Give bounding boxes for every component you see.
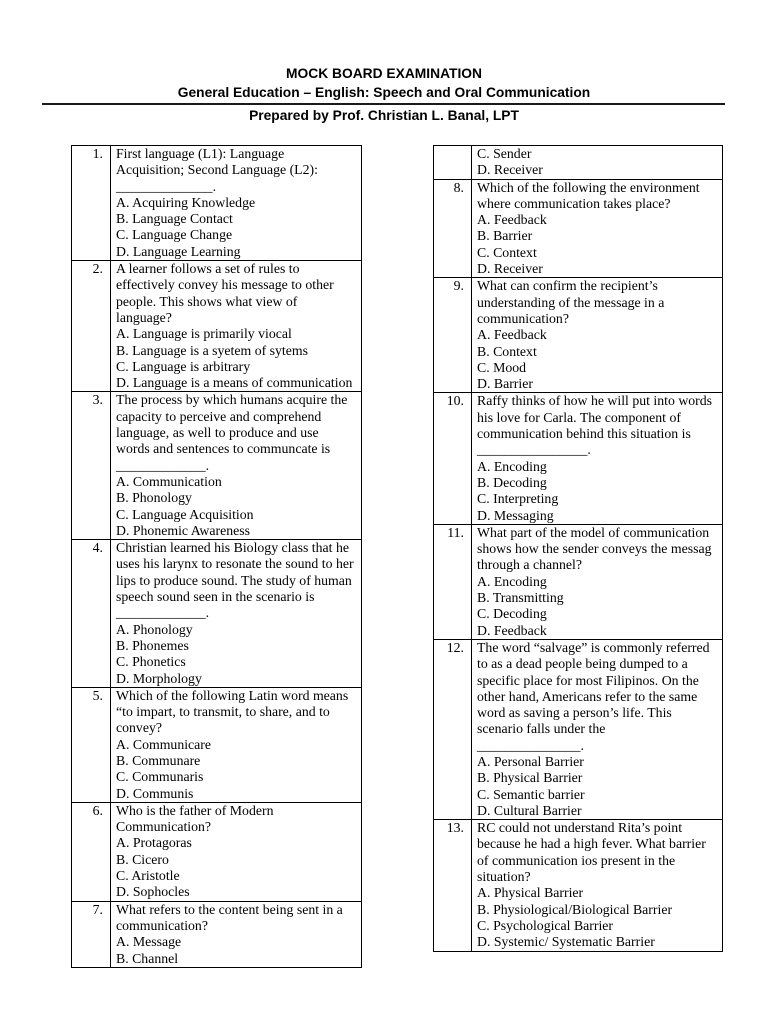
question-text-line: The process by which humans acquire the <box>116 392 348 408</box>
answer-option: B. Context <box>477 343 537 359</box>
answer-option: B. Phonology <box>116 490 192 506</box>
answer-option: B. Decoding <box>477 474 547 490</box>
question-content <box>472 525 722 639</box>
question-number <box>434 146 472 179</box>
question-row <box>72 687 361 802</box>
header-divider <box>42 103 725 105</box>
prepared-by: Prepared by Prof. Christian L. Banal, LPT <box>249 108 519 123</box>
question-text-line: people. This shows what view of <box>116 293 298 309</box>
question-number: 12. <box>434 640 472 819</box>
answer-option: A. Physical Barrier <box>477 885 584 901</box>
question-content <box>472 393 722 523</box>
question-number: 8. <box>434 180 472 278</box>
question-row <box>434 524 722 639</box>
question-text-line: Which of the following the environment <box>477 179 700 195</box>
answer-option: B. Channel <box>116 950 179 966</box>
answer-option: A. Communicare <box>116 736 212 752</box>
question-row <box>434 392 722 523</box>
answer-option: C. Psychological Barrier <box>477 917 614 933</box>
question-text-line: Raffy thinks of how he will put into words <box>477 393 713 409</box>
question-text-line: speech sound seen in the scenario is <box>116 589 315 605</box>
question-text-line: uses his larynx to resonate the sound to her <box>116 556 354 572</box>
answer-option: A. Language is primarily viocal <box>116 326 292 342</box>
question-text-line: specific place for most Filipinos. On the <box>477 672 699 688</box>
question-row <box>72 260 361 391</box>
answer-option: B. Transmitting <box>477 590 564 606</box>
question-number: 11. <box>434 525 472 639</box>
question-number: 5. <box>72 688 111 802</box>
question-text-line: Acquisition; Second Language (L2): <box>116 162 318 178</box>
question-text-line: word as saving a person’s life. This <box>477 705 672 721</box>
answer-option: A. Phonology <box>116 621 193 637</box>
answer-option: D. Messaging <box>477 507 554 523</box>
question-number: 10. <box>434 393 472 523</box>
answer-option: D. Cultural Barrier <box>477 802 582 818</box>
answer-option: D. Language Learning <box>116 243 241 259</box>
answer-option: B. Communare <box>116 752 201 768</box>
answer-option: A. Feedback <box>477 212 547 228</box>
answer-option: D. Phonemic Awareness <box>116 522 250 538</box>
right-question-table <box>433 145 723 952</box>
question-text-line: of communication ios present in the <box>477 852 676 868</box>
answer-option: B. Cicero <box>116 851 169 867</box>
question-text-line: First language (L1): Language <box>116 146 285 161</box>
answer-option: D. Sophocles <box>116 884 190 900</box>
question-content <box>111 146 361 260</box>
answer-option: A. Encoding <box>477 458 547 474</box>
answer-option: C. Aristotle <box>116 868 180 884</box>
question-row-continued <box>434 146 722 179</box>
question-text-line: lips to produce sound. The study of human <box>116 572 352 588</box>
question-row <box>72 391 361 539</box>
question-content <box>472 146 722 179</box>
question-text-line: effectively convey his message to other <box>116 277 334 293</box>
question-text-line: ________________. <box>477 442 591 458</box>
answer-option: B. Phonemes <box>116 637 189 653</box>
answer-option: D. Receiver <box>477 261 543 277</box>
question-row <box>72 802 361 901</box>
question-text-line: communication behind this situation is <box>477 426 691 442</box>
question-number: 9. <box>434 278 472 392</box>
question-text-line: RC could not understand Rita’s point <box>477 820 683 836</box>
question-text-line: _____________. <box>116 457 210 473</box>
question-text-line: understanding of the message in a <box>477 294 665 310</box>
question-text-line: because he had a high fever. What barrier <box>477 836 706 852</box>
exam-title: MOCK BOARD EXAMINATION <box>286 66 482 81</box>
question-text-line: other hand, Americans refer to the same <box>477 688 698 704</box>
answer-option: C. Language is arbitrary <box>116 358 251 374</box>
answer-option: B. Physical Barrier <box>477 770 583 786</box>
left-question-table <box>71 145 362 968</box>
question-text-line: What can confirm the recipient’s <box>477 278 658 294</box>
answer-option: A. Acquiring Knowledge <box>116 194 256 210</box>
question-text-line: shows how the sender conveys the messag <box>477 541 712 557</box>
answer-option: D. Feedback <box>477 622 547 638</box>
answer-option: C. Interpreting <box>477 491 559 507</box>
answer-option: A. Encoding <box>477 573 547 589</box>
question-text-line: to as a dead people being dumped to a <box>477 656 688 672</box>
question-text-line: capacity to perceive and comprehend <box>116 408 322 424</box>
question-number: 13. <box>434 820 472 950</box>
answer-option: A. Feedback <box>477 327 547 343</box>
question-content <box>472 820 722 950</box>
question-content <box>111 261 361 391</box>
question-text-line: through a channel? <box>477 557 582 573</box>
answer-option: D. Communis <box>116 785 194 801</box>
question-number: 7. <box>72 902 111 967</box>
question-text-line: communication? <box>116 917 208 933</box>
question-text-line: Who is the father of Modern <box>116 802 274 818</box>
question-text-line: What refers to the content being sent in a <box>116 901 343 917</box>
question-text-line: _____________. <box>116 605 210 621</box>
question-row <box>72 901 361 967</box>
question-row <box>434 277 722 392</box>
question-row <box>434 819 722 950</box>
question-content <box>111 688 361 802</box>
question-content <box>111 803 361 901</box>
answer-option: B. Physiological/Biological Barrier <box>477 901 673 917</box>
answer-option: A. Protagoras <box>116 835 192 851</box>
answer-option: D. Morphology <box>116 670 202 686</box>
answer-option: B. Language Contact <box>116 211 233 227</box>
question-row <box>434 179 722 278</box>
question-content <box>472 278 722 392</box>
question-row <box>434 639 722 819</box>
question-text-line: Christian learned his Biology class that he <box>116 540 349 556</box>
question-text-line: “to impart, to transmit, to share, and to <box>116 704 330 720</box>
answer-option: A. Personal Barrier <box>477 753 584 769</box>
answer-option: A. Communication <box>116 473 222 489</box>
answer-option: C. Language Change <box>116 227 233 243</box>
answer-option: D. Language is a means of communication <box>116 375 353 391</box>
answer-option: D. Systemic/ Systematic Barrier <box>477 934 655 950</box>
question-text-line: Which of the following Latin word means <box>116 687 349 703</box>
question-text-line: A learner follows a set of rules to <box>116 261 300 277</box>
question-text-line: situation? <box>477 869 531 885</box>
answer-option: C. Phonetics <box>116 654 186 670</box>
question-content <box>111 540 361 687</box>
question-number: 4. <box>72 540 111 687</box>
question-content <box>472 640 722 819</box>
answer-option: B. Language is a syetem of sytems <box>116 342 308 358</box>
question-text-line: _______________. <box>477 737 584 753</box>
question-text-line: where communication takes place? <box>477 195 671 211</box>
answer-option: C. Sender <box>477 146 532 161</box>
question-text-line: What part of the model of communication <box>477 524 710 540</box>
answer-option: C. Decoding <box>477 606 547 622</box>
question-content <box>111 902 361 967</box>
question-text-line: language, as well to produce and use <box>116 425 319 441</box>
answer-option: C. Semantic barrier <box>477 786 585 802</box>
question-text-line: language? <box>116 309 172 325</box>
question-number: 3. <box>72 392 111 539</box>
question-row <box>72 539 361 687</box>
question-text-line: convey? <box>116 720 162 736</box>
answer-option: D. Barrier <box>477 376 533 392</box>
exam-subtitle: General Education – English: Speech and Oral Communication <box>177 85 591 100</box>
question-number: 2. <box>72 261 111 391</box>
question-text-line: communication? <box>477 310 569 326</box>
answer-option: C. Context <box>477 244 537 260</box>
question-text-line: Communication? <box>116 819 212 835</box>
question-text-line: The word “salvage” is commonly referred <box>477 639 710 655</box>
question-row <box>72 146 361 260</box>
question-number: 1. <box>72 146 111 260</box>
answer-option: C. Mood <box>477 359 527 375</box>
question-text-line: scenario falls under the <box>477 721 606 737</box>
question-text-line: his love for Carla. The component of <box>477 409 681 425</box>
answer-option: D. Receiver <box>477 162 543 178</box>
question-content <box>472 180 722 278</box>
question-text-line: ______________. <box>116 178 217 194</box>
answer-option: C. Language Acquisition <box>116 506 254 522</box>
answer-option: C. Communaris <box>116 769 204 785</box>
answer-option: B. Barrier <box>477 228 533 244</box>
question-number: 6. <box>72 803 111 901</box>
answer-option: A. Message <box>116 934 182 950</box>
question-text-line: words and sentences to communcate is <box>116 441 331 457</box>
question-content <box>111 392 361 539</box>
